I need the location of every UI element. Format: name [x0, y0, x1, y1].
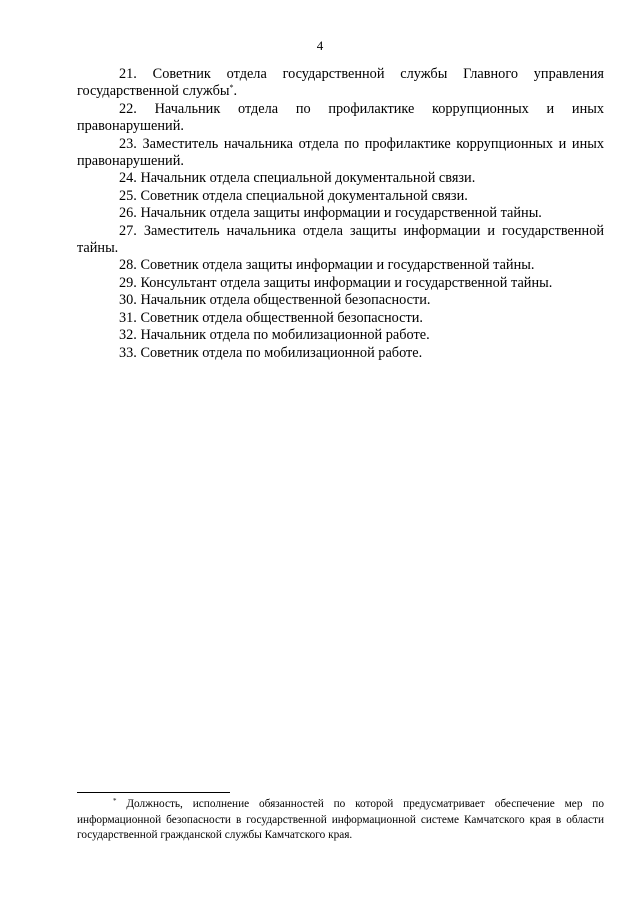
list-item-text: 32. Начальник отдела по мобилизационной работе. [119, 327, 430, 344]
list-item-text: 26. Начальник отдела защиты информации и государственной тайны. [119, 205, 542, 222]
list-item [77, 188, 604, 205]
list-item-text: 27. Заместитель начальника отдела защиты информации и государственной тайны. [77, 222, 604, 257]
list-item [77, 257, 604, 274]
list-item-text: 28. Советник отдела защиты информации и государственной тайны. [119, 257, 535, 274]
list-item-text: 25. Советник отдела специальной документальной связи. [119, 187, 468, 204]
footnote [77, 797, 604, 844]
list-item-text: 23. Заместитель начальника отдела по профилактике коррупционных и иных правонарушений. [77, 135, 604, 170]
position-list [77, 66, 604, 362]
list-item [77, 101, 604, 136]
footnote-reference: * [229, 83, 234, 93]
list-item-text: 24. Начальник отдела специальной документальной связи. [119, 170, 476, 187]
list-item-text: 30. Начальник отдела общественной безопасности. [119, 292, 431, 309]
list-item-text: 22. Начальник отдела по профилактике коррупционных и иных правонарушений. [77, 100, 604, 135]
list-item-text: 21. Советник отдела государственной службы Главного управления государственной службы [77, 66, 604, 100]
page-number: 4 [316, 38, 324, 53]
list-item [77, 66, 604, 101]
list-item-text: 33. Советник отдела по мобилизационной работе. [119, 344, 423, 361]
list-item-text: 31. Советник отдела общественной безопасности. [119, 309, 423, 326]
list-item [77, 345, 604, 362]
list-item-ending: . [233, 83, 238, 100]
list-item [77, 327, 604, 344]
footnote-mark: * [113, 797, 117, 805]
footnote-text: Должность, исполнение обязанностей по которой предусматривает обеспечение мер по информационной безопасности в государственной информационной системе Камчатского края в области государственной гражданской службы Камчатского края. [77, 798, 604, 842]
list-item [77, 223, 604, 258]
list-item-text: 29. Консультант отдела защиты информации и государственной тайны. [119, 274, 553, 291]
list-item [77, 292, 604, 309]
list-item [77, 136, 604, 171]
list-item [77, 170, 604, 187]
list-item [77, 205, 604, 222]
list-item [77, 310, 604, 327]
list-item [77, 275, 604, 292]
footnote-separator [77, 792, 230, 793]
